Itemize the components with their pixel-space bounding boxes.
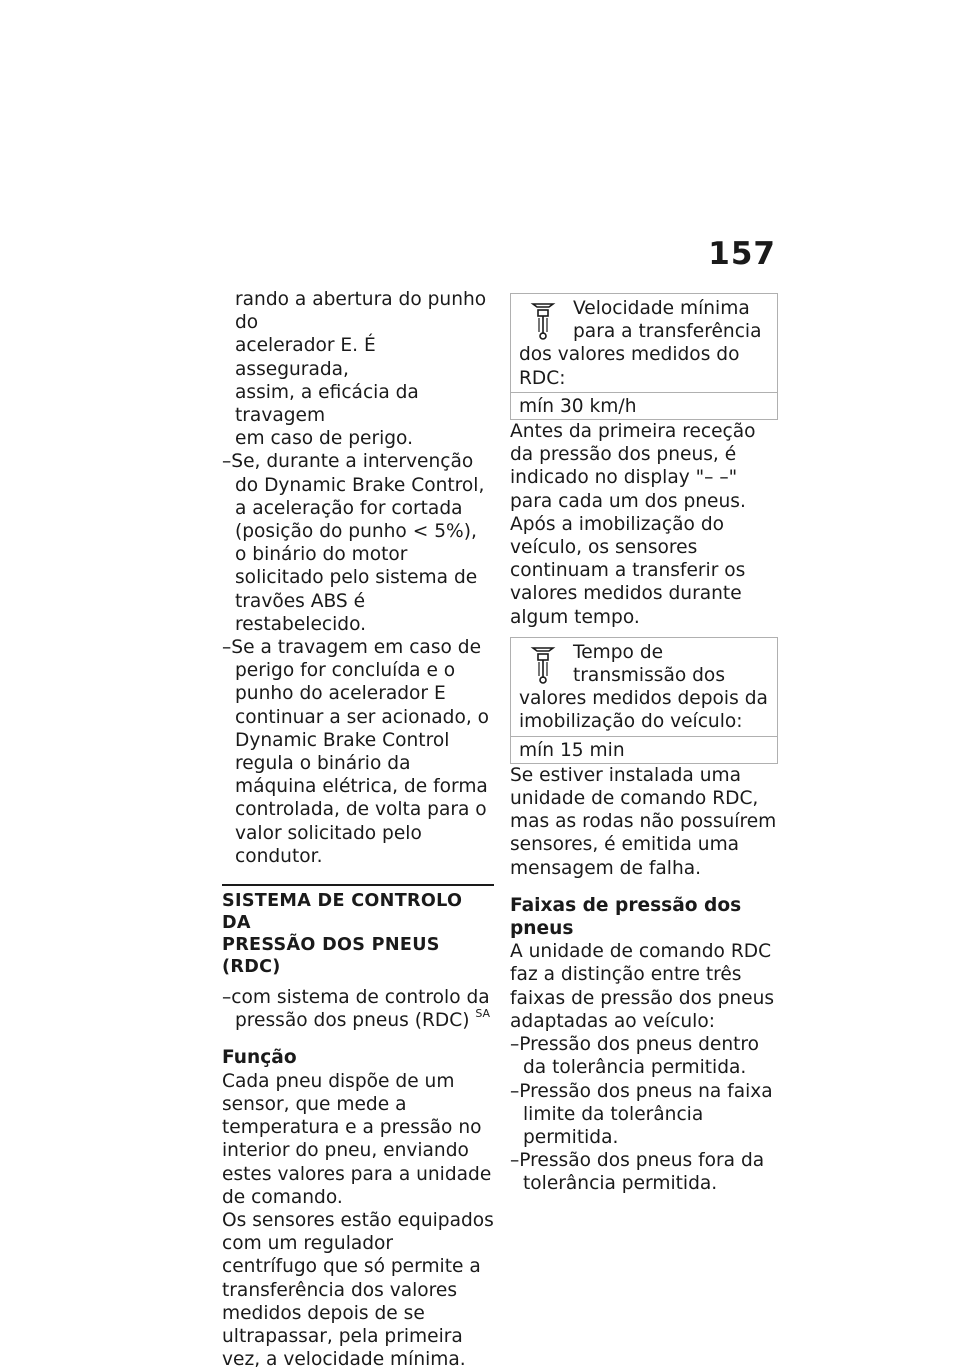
tire-pressure-gauge-icon <box>527 645 559 685</box>
faixa-item-outside: –Pressão dos pneus fora da tolerância permitida. <box>510 1150 765 1195</box>
funcao-heading: Função <box>222 1047 297 1069</box>
section-heading-rdc <box>222 884 494 978</box>
faixa-item-within: –Pressão dos pneus dentro da tolerância permitida. <box>510 1034 760 1079</box>
section-heading-line-2: PRESSÃO DOS PNEUS (RDC) <box>222 935 440 978</box>
faixas-intro: A unidade de comando RDC faz a distinção entre três faixas de pressão dos pneus adaptadas ao veículo: <box>510 941 775 1032</box>
spec-box-min-speed <box>510 293 778 420</box>
section-heading-line-1: SISTEMA DE CONTROLO DA <box>222 891 463 934</box>
continued-text-line-2: acelerador E. É assegurada, <box>235 335 376 380</box>
spec-box-transmission-time <box>510 637 778 764</box>
spec-box-header <box>511 294 777 392</box>
bullet-dbc-regulation: –Se a travagem em caso de perigo for concluída e o punho do acelerador E continuar a ser acionado, o Dynamic Brake Control regula o binário da máquina elétrica, de forma controlada, de volta para o valor solicitado pelo condutor. <box>222 637 490 867</box>
spec-2-value: mín 15 min <box>511 736 777 763</box>
equipment-note <box>222 986 494 1032</box>
continued-text-line-4: em caso de perigo. <box>235 428 414 450</box>
bullet-dbc-throttle-cut: –Se, durante a intervenção do Dynamic Brake Control, a aceleração for cortada (posição do punho < 5%), o binário do motor solicitado pelo sistema de travões ABS é restabelecido. <box>222 451 485 635</box>
spec-1-value: mín 30 km/h <box>511 392 777 419</box>
special-equipment-badge: SA <box>475 1007 491 1021</box>
spec-2-label: Tempo de transmissão dos valores medidos depois da imobilização do veículo: <box>519 641 768 733</box>
funcao-paragraph-2: Os sensores estão equipados com um regulador centrífugo que só permite a transferência dos valores medidos depois de se ultrapassar, pela primeira vez, a velocidade mínima. <box>222 1209 494 1371</box>
paragraph-first-reception: Antes da primeira receção da pressão dos pneus, é indicado no display "– –" para cada um dos pneus. Após a imobilização do veículo, os sensores continuam a transferir os valores medidos durante algum tempo. <box>510 421 756 628</box>
spec-1-label: Velocidade mínima para a transferência dos valores medidos do RDC: <box>519 298 762 389</box>
paragraph-no-sensors: Se estiver instalada uma unidade de comando RDC, mas as rodas não possuírem sensores, é emitida uma mensagem de falha. <box>510 764 777 879</box>
continued-text-line-3: assim, a eficácia da travagem <box>235 381 419 427</box>
left-column <box>222 288 494 1371</box>
page-number: 157 <box>708 236 776 272</box>
continued-text-line-1: rando a abertura do punho do <box>235 289 487 334</box>
spec-box-header <box>511 638 777 736</box>
right-column <box>510 293 778 1196</box>
faixas-heading: Faixas de pressão dos pneus <box>510 894 742 940</box>
equipment-note-text: –com sistema de controlo da pressão dos pneus (RDC) <box>222 987 490 1032</box>
funcao-paragraph-1: Cada pneu dispõe de um sensor, que mede a temperatura e a pressão no interior do pneu, enviando estes valores para a unidade de comando. <box>222 1070 492 1208</box>
faixa-item-limit: –Pressão dos pneus na faixa limite da tolerância permitida. <box>510 1080 773 1148</box>
tire-pressure-gauge-icon <box>527 301 559 341</box>
